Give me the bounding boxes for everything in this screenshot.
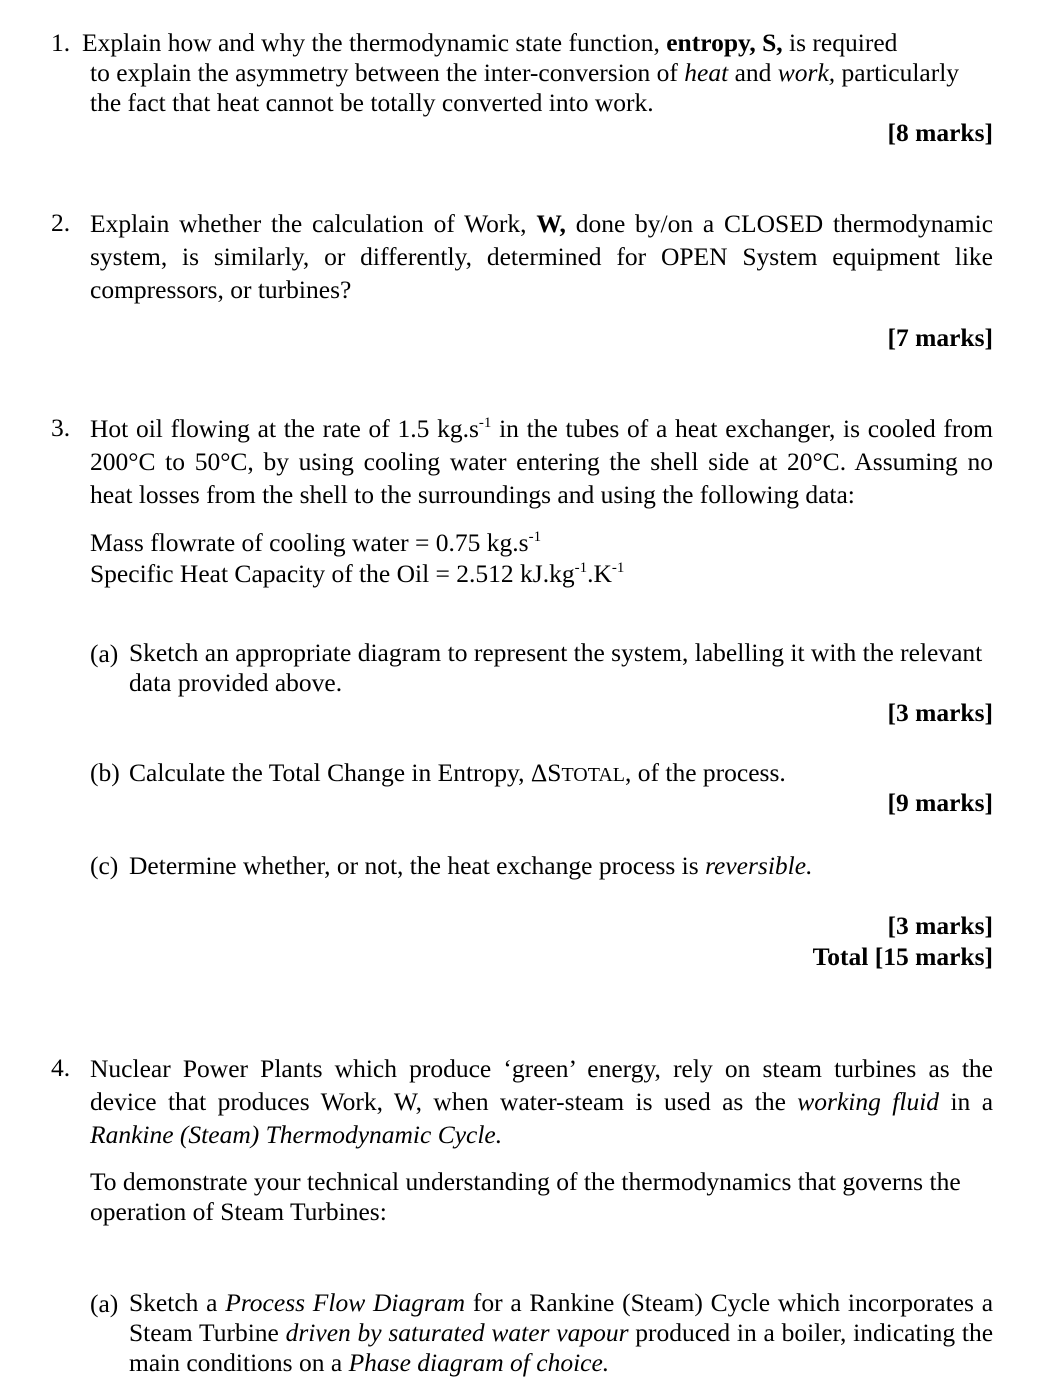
question-1-line-3: the fact that heat cannot be totally converted into work. — [90, 88, 654, 117]
question-4-intro: Nuclear Power Plants which produce ‘green’ energy, rely on steam turbines as the device that produces Work, W, when water-steam is used as the working fluid in a Rankine (Steam) Thermodynamic Cycle. — [90, 1054, 994, 1149]
question-3-intro: Hot oil flowing at the rate of 1.5 $kg.s^{-1}$ in the tubes of a heat exchanger, is cooled from 200°C to 50°C, by using cooling water entering the shell side at 20°C. Assuming no heat losses from the shell to the surroundings and using the following data: — [90, 414, 994, 509]
question-4-paragraph-2: To demonstrate your technical understanding of the thermodynamics that governs the operation of Steam Turbines: — [90, 1167, 961, 1226]
question-3a-text: Sketch an appropriate diagram to represent the system, labelling it with the relevant data provided above. — [129, 638, 983, 697]
question-1-line-2: to explain the asymmetry between the inter-conversion of heat and work, particularly — [90, 58, 960, 87]
question-3a-marks: [3 marks] — [887, 698, 993, 727]
data-cooling-water-flowrate: Mass flowrate of cooling water = 0.75 $kg.s^{-1}$ — [90, 528, 542, 557]
question-3-number: 3. — [51, 413, 71, 442]
question-4-number: 4. — [51, 1053, 71, 1082]
question-1-marks: [8 marks] — [887, 118, 993, 147]
question-4a-label: (a) — [90, 1289, 119, 1318]
question-3a-label: (a) — [90, 639, 119, 668]
question-2-number: 2. — [51, 208, 71, 237]
question-4a-text: Sketch a Process Flow Diagram for a Rankine (Steam) Cycle which incorporates a Steam Turbine driven by saturated water vapour produced in a boiler, indicating the main conditions on a Phase diagram of choice. — [129, 1288, 994, 1377]
question-3-total-marks: Total [15 marks] — [812, 942, 993, 971]
question-3b-label: (b) — [90, 758, 120, 787]
question-1-number: 1. — [51, 28, 71, 57]
question-2-marks: [7 marks] — [887, 323, 993, 352]
question-2-text: Explain whether the calculation of Work, W, done by/on a CLOSED thermodynamic system, is similarly, or differently, determined for OPEN System equipment like compressors, or turbines? — [90, 209, 994, 304]
question-3c-marks: [3 marks] — [887, 911, 993, 940]
data-oil-heat-capacity: Specific Heat Capacity of the Oil = 2.512 $kJ.kg^{-1}.K^{-1}$ — [90, 559, 625, 588]
question-3c-label: (c) — [90, 851, 119, 880]
entropy-term: entropy, S, — [666, 28, 783, 57]
question-3c-text: Determine whether, or not, the heat exchange process is reversible. — [129, 851, 813, 880]
question-1-line-1: Explain how and why the thermodynamic state function, entropy, S, is required — [82, 28, 898, 57]
question-3b-text: Calculate the Total Change in Entropy, ΔSTOTAL, of the process. — [129, 758, 786, 787]
question-3b-marks: [9 marks] — [887, 788, 993, 817]
